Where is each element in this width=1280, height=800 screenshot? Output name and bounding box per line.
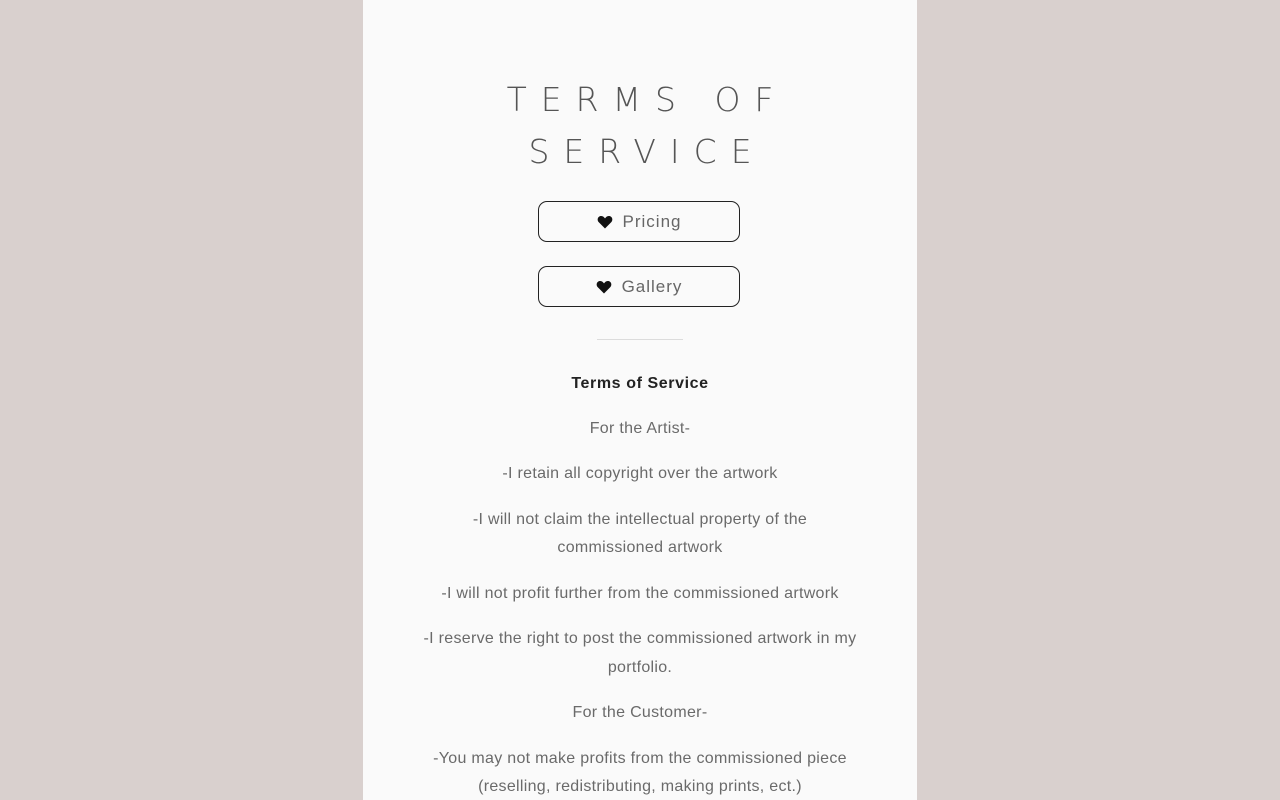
terms-paragraph: -You may not make profits from the commissioned piece (reselling, redistributing, making prints, ect.): [433, 749, 847, 795]
terms-paragraph: -I will not profit further from the commissioned artwork: [441, 584, 839, 602]
page-title-line-2: SERVICE: [528, 132, 766, 171]
heart-icon: [597, 214, 613, 230]
heart-icon: [596, 279, 612, 295]
gallery-button-label: Gallery: [621, 276, 683, 296]
gallery-button[interactable]: [538, 266, 740, 307]
terms-paragraph: For the Artist-: [589, 419, 691, 437]
content-panel: [363, 0, 917, 800]
terms-heading: Terms of Service: [571, 375, 709, 392]
terms-paragraph: -I retain all copyright over the artwork: [502, 465, 778, 482]
pricing-button[interactable]: [538, 201, 740, 242]
divider: [597, 339, 683, 340]
terms-paragraph: -I will not claim the intellectual property of the commissioned artwork: [472, 510, 808, 556]
terms-content: [423, 370, 857, 800]
pricing-button-label: Pricing: [622, 211, 682, 231]
page-title: [363, 74, 917, 178]
page-title-line-1: TERMS OF: [506, 80, 788, 119]
terms-paragraph: -I reserve the right to post the commissioned artwork in my portfolio.: [423, 630, 857, 676]
terms-paragraph: For the Customer-: [572, 704, 708, 721]
